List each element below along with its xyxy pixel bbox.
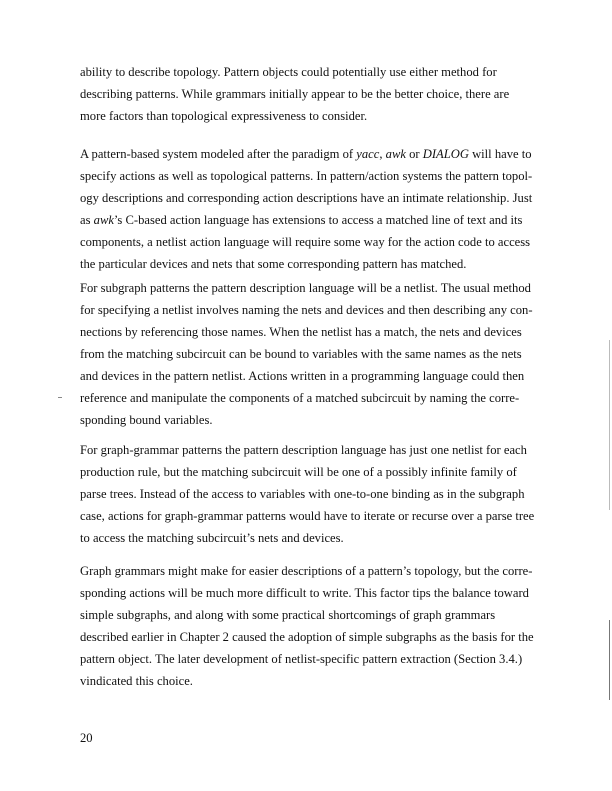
text-line [80, 672, 193, 690]
text-segment: to access the matching subcircuit’s nets and devices. [80, 531, 344, 545]
text-segment: simple subgraphs, and along with some practical shortcomings of graph grammars [80, 608, 496, 622]
text-line [80, 279, 531, 297]
text-line [80, 628, 534, 646]
text-segment: specify actions as well as topological patterns. In pattern/action systems the pattern topol- [80, 169, 533, 183]
text-line [80, 441, 527, 459]
text-line [80, 463, 517, 481]
text-line [80, 584, 529, 602]
text-line [80, 211, 522, 229]
scan-edge-mark [609, 340, 610, 510]
text-line [80, 189, 532, 207]
text-segment: or [405, 147, 423, 161]
text-segment: as [80, 213, 94, 227]
text-line [80, 411, 213, 429]
text-segment: Graph grammars might make for easier descriptions of a pattern’s topology, but the corre- [80, 564, 533, 578]
text-segment: , [379, 147, 386, 161]
text-segment: sponding bound variables. [80, 413, 213, 427]
text-line [80, 233, 530, 251]
text-segment: described earlier in Chapter 2 caused the adoption of simple subgraphs as the basis for the [80, 630, 534, 644]
text-segment: components, a netlist action language will require some way for the action code to access [80, 235, 531, 249]
text-line [80, 107, 367, 125]
text-segment: sponding actions will be much more difficult to write. This factor tips the balance toward [80, 586, 529, 600]
text-segment: for specifying a netlist involves naming the nets and devices and then describing any con- [80, 303, 533, 317]
text-segment: A pattern-based system modeled after the paradigm of [80, 147, 357, 161]
text-line [80, 301, 533, 319]
text-segment: and devices in the pattern netlist. Actions written in a programming language could then [80, 369, 525, 383]
text-line [80, 255, 466, 273]
text-line [80, 507, 534, 525]
text-line [80, 323, 522, 341]
page-number: 20 [80, 731, 93, 745]
text-segment: case, actions for graph-grammar patterns would have to iterate or recurse over a parse tree [80, 509, 535, 523]
text-line [80, 145, 532, 163]
text-segment: ogy descriptions and corresponding action descriptions have an intimate relationship. Just [80, 191, 533, 205]
text-segment: pattern object. The later development of netlist-specific pattern extraction (Section 3.4.) [80, 652, 523, 666]
text-line [80, 606, 495, 624]
text-segment: describing patterns. While grammars initially appear to be the better choice, there are [80, 87, 510, 101]
text-segment: the particular devices and nets that some corresponding pattern has matched. [80, 257, 467, 271]
italic-term: awk [385, 147, 406, 161]
text-line [80, 85, 509, 103]
text-segment: will have to [468, 147, 532, 161]
text-segment: production rule, but the matching subcircuit will be one of a possibly infinite family of [80, 465, 517, 479]
text-segment: vindicated this choice. [80, 674, 193, 688]
text-line [80, 389, 519, 407]
text-line [80, 367, 524, 385]
scan-edge-mark [609, 620, 610, 700]
text-segment: For graph-grammar patterns the pattern description language has just one netlist for each [80, 443, 527, 457]
italic-term: yacc [356, 147, 380, 161]
text-line [80, 529, 344, 547]
text-segment: nections by referencing those names. When the netlist has a match, the nets and devices [80, 325, 522, 339]
text-line [80, 562, 532, 580]
text-line [80, 167, 532, 185]
text-segment: more factors than topological expressiveness to consider. [80, 109, 368, 123]
text-line [80, 650, 522, 668]
text-segment: from the matching subcircuit can be bound to variables with the same names as the nets [80, 347, 522, 361]
text-line [80, 345, 522, 363]
text-segment: ’s C-based action language has extensions to access a matched line of text and its [113, 213, 523, 227]
italic-term: awk [93, 213, 114, 227]
text-segment: reference and manipulate the components of a matched subcircuit by naming the corre- [80, 391, 520, 405]
text-line [80, 63, 497, 81]
text-line [80, 485, 525, 503]
text-segment: For subgraph patterns the pattern description language will be a netlist. The usual method [80, 281, 531, 295]
italic-term: DIALOG [422, 147, 469, 161]
scan-mark [58, 397, 62, 398]
text-segment: ability to describe topology. Pattern objects could potentially use either method for [80, 65, 497, 79]
text-segment: parse trees. Instead of the access to variables with one-to-one binding as in the subgraph [80, 487, 525, 501]
